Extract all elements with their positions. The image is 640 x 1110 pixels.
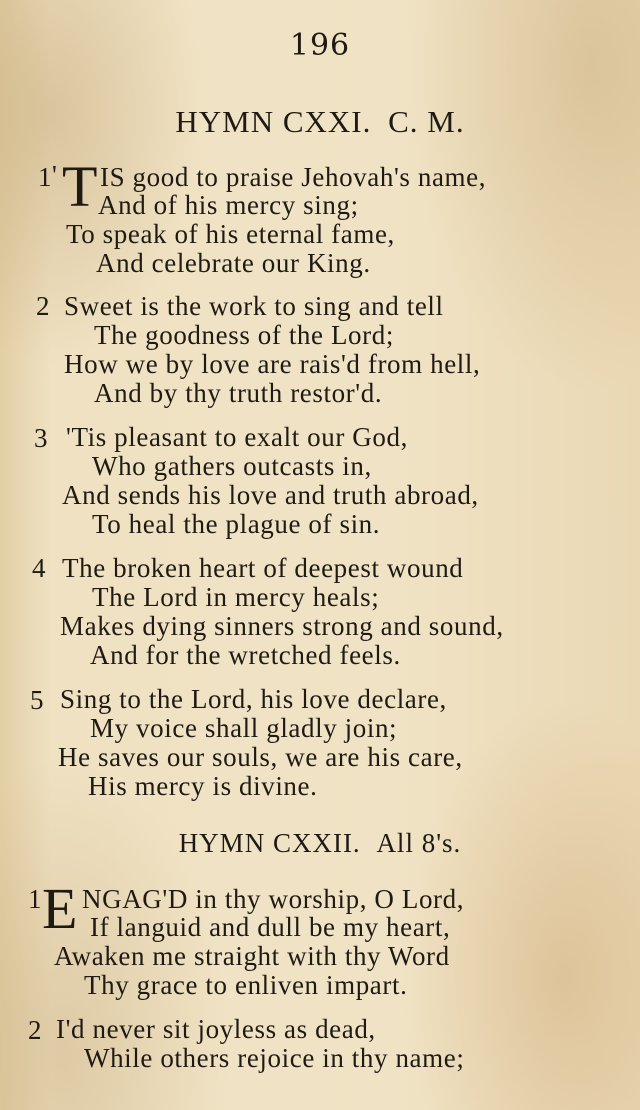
verse-line: Sweet is the work to sing and tell <box>64 291 444 321</box>
hymn-title-text: HYMN CXXII. <box>178 828 361 858</box>
hymn-title <box>0 104 640 140</box>
drop-cap: T <box>62 154 98 219</box>
verse-line: Awaken me straight with thy Word <box>54 941 450 971</box>
hymn-title <box>0 828 640 859</box>
verse-line: And for the wretched feels. <box>90 640 401 670</box>
hymn-title-text: HYMN CXXI. <box>175 104 372 139</box>
verse-line: The goodness of the Lord; <box>94 320 394 350</box>
verse-line: While others rejoice in thy name; <box>84 1043 465 1073</box>
verse-line: And sends his love and truth abroad, <box>62 480 479 510</box>
stanza-number: 1 <box>28 884 42 914</box>
verse-line: 'Tis pleasant to exalt our God, <box>66 422 408 452</box>
page-number: 196 <box>289 28 351 63</box>
stanza-number: 1 <box>38 162 52 192</box>
stanza-number: 5 <box>30 685 44 715</box>
verse-line: He saves our souls, we are his care, <box>58 742 463 772</box>
verse-line: And of his mercy sing; <box>98 190 359 220</box>
hymn-meter: All 8's. <box>376 828 462 858</box>
verse-line: Who gathers outcasts in, <box>92 451 372 481</box>
verse-line: IS good to praise Jehovah's name, <box>100 162 487 192</box>
verse-line: To heal the plague of sin. <box>92 509 381 539</box>
stanza-number: 2 <box>36 291 50 321</box>
verse-line: And celebrate our King. <box>96 248 371 278</box>
verse-line: Makes dying sinners strong and sound, <box>60 611 504 641</box>
verse-line: To speak of his eternal fame, <box>66 219 395 249</box>
apostrophe: ' <box>52 160 57 190</box>
hymn-meter: C. M. <box>388 104 465 139</box>
verse-line: I'd never sit joyless as dead, <box>56 1014 376 1044</box>
verse-line: NGAG'D in thy worship, O Lord, <box>82 884 465 914</box>
verse-line: If languid and dull be my heart, <box>90 912 451 942</box>
verse-line: My voice shall gladly join; <box>90 713 398 743</box>
verse-line: And by thy truth restor'd. <box>94 378 383 408</box>
verse-line: His mercy is divine. <box>88 771 318 801</box>
verse-line: Thy grace to enliven impart. <box>84 970 408 1000</box>
stanza-number: 3 <box>34 423 48 453</box>
drop-cap: E <box>42 876 78 941</box>
verse-line: How we by love are rais'd from hell, <box>64 349 481 379</box>
verse-line: Sing to the Lord, his love declare, <box>60 684 447 714</box>
stanza-number: 4 <box>32 553 46 583</box>
verse-line: The Lord in mercy heals; <box>92 582 380 612</box>
stanza-number: 2 <box>28 1015 42 1045</box>
verse-line: The broken heart of deepest wound <box>62 553 464 583</box>
